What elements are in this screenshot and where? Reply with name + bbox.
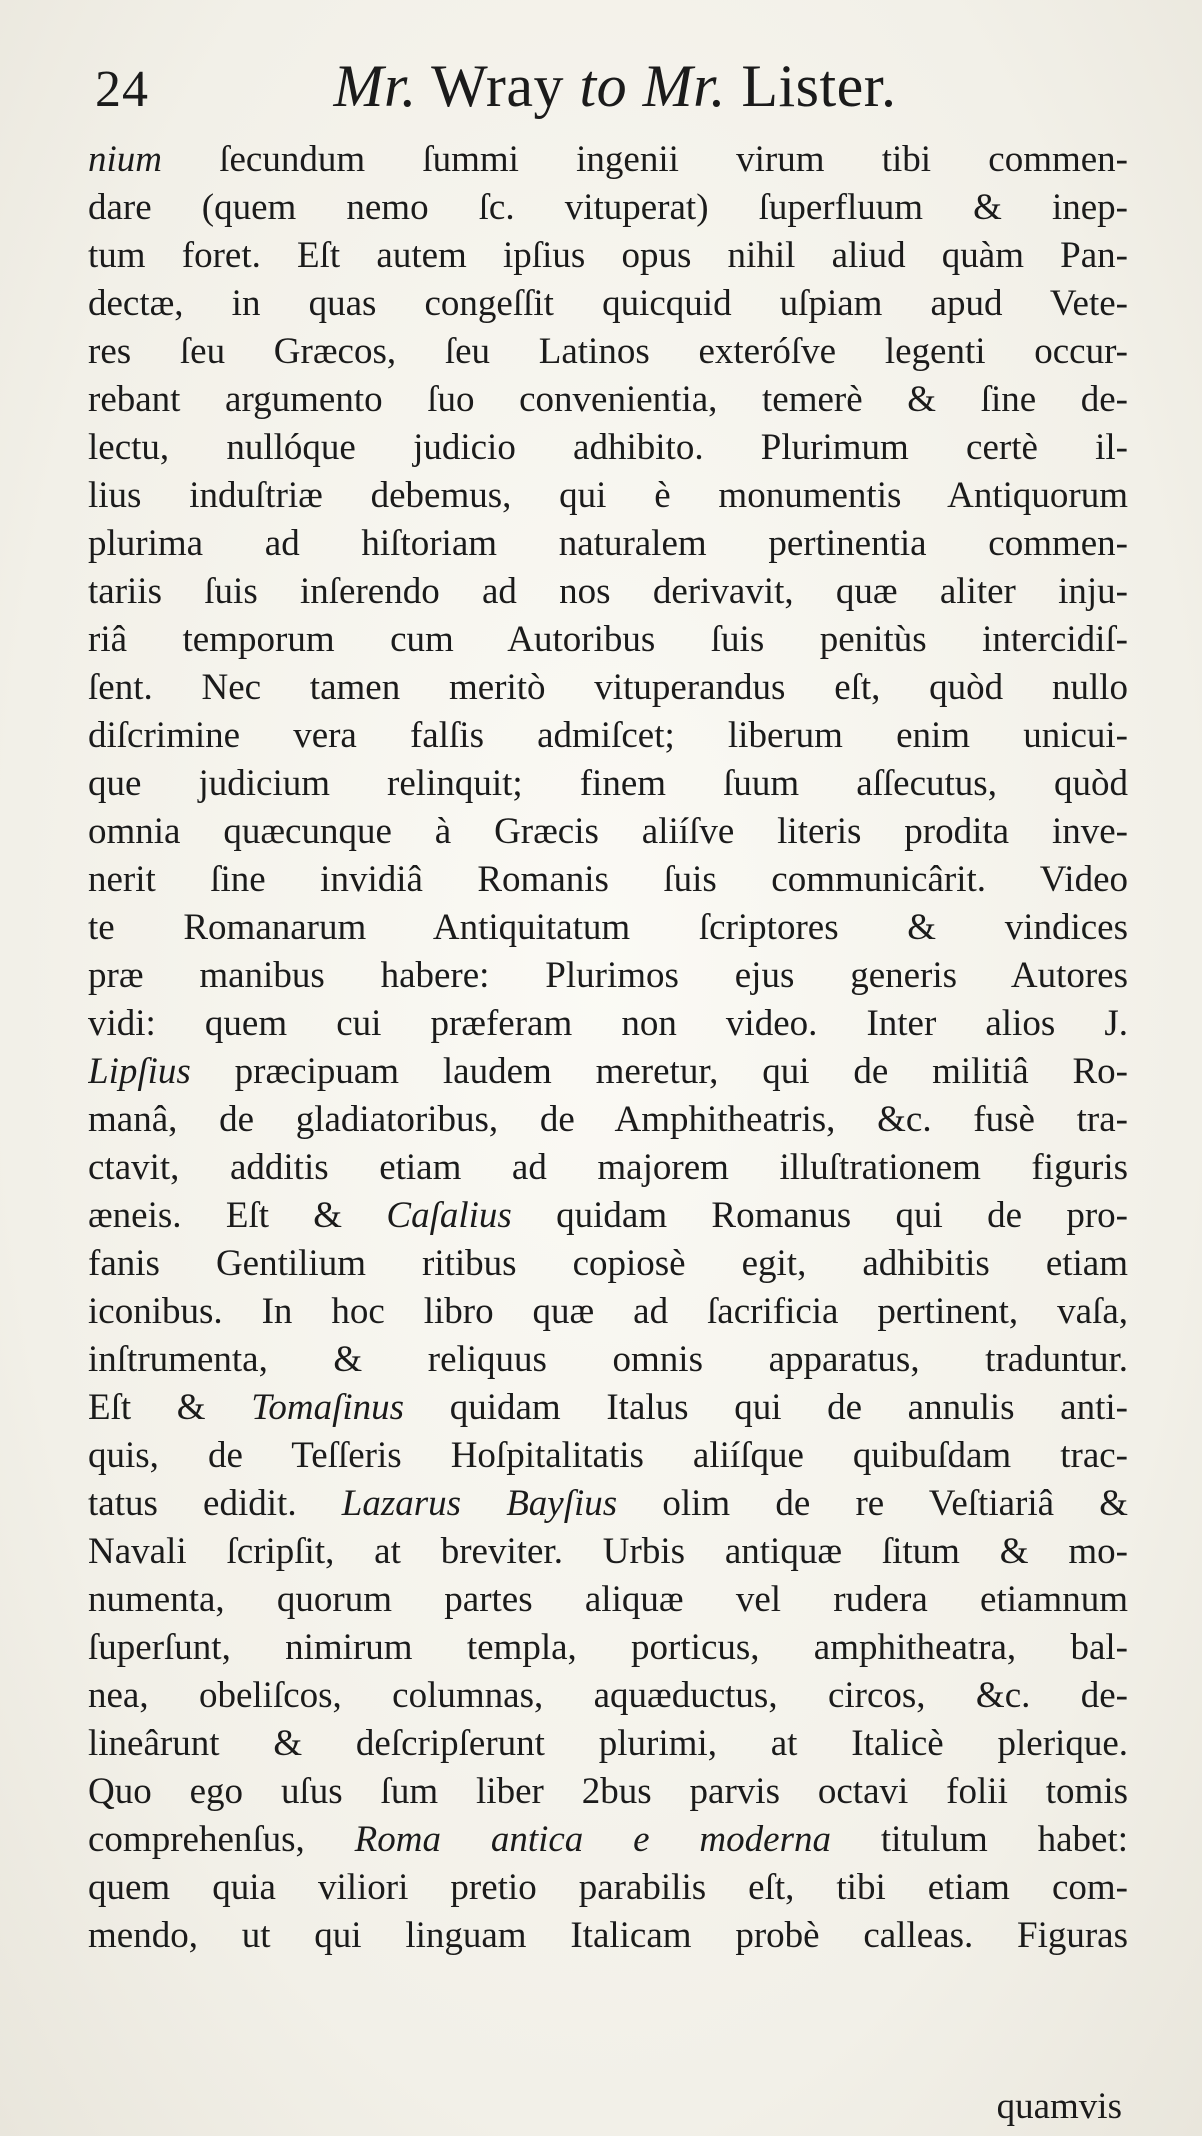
text-segment: tatus edidit. — [88, 1483, 342, 1524]
text-segment: manâ, de gladiatoribus, de Amphitheatris, &c. fusè tra- — [88, 1099, 1128, 1140]
running-head-mr-1: Mr. — [333, 53, 417, 119]
text-line — [88, 664, 1128, 712]
text-line — [88, 1096, 1128, 1144]
text-segment: omnia quæcunque à Græcis aliíſve literis prodita inve- — [88, 811, 1128, 852]
text-segment: inſtrumenta, & reliquus omnis apparatus, traduntur. — [88, 1339, 1128, 1380]
page-number: 24 — [95, 61, 149, 118]
text-segment: quidam Italus qui de annulis anti- — [404, 1387, 1128, 1428]
running-head-mr-2: Mr. — [627, 53, 726, 119]
text-line — [88, 328, 1128, 376]
text-line — [88, 1624, 1128, 1672]
text-segment: æneis. Eſt & — [88, 1195, 387, 1236]
text-line — [88, 1576, 1128, 1624]
text-segment: ſent. Nec tamen meritò vituperandus eſt, quòd nullo — [88, 667, 1128, 708]
text-segment: præ manibus habere: Plurimos ejus generis Autores — [88, 955, 1128, 996]
text-segment: lectu, nullóque judicio adhibito. Plurimum certè il- — [88, 427, 1128, 468]
text-line — [88, 520, 1128, 568]
text-segment: dectæ, in quas congeſſit quicquid uſpiam apud Vete- — [88, 283, 1128, 324]
italic-text-segment: Caſalius — [386, 1195, 512, 1236]
text-segment: quem quia viliori pretio parabilis eſt, tibi etiam com- — [88, 1867, 1128, 1908]
text-line — [88, 280, 1128, 328]
text-line — [88, 952, 1128, 1000]
text-line — [88, 856, 1128, 904]
text-segment: plurima ad hiſtoriam naturalem pertinentia commen- — [88, 523, 1128, 564]
page-header — [95, 52, 1135, 132]
text-line — [88, 616, 1128, 664]
text-segment: præcipuam laudem meretur, qui de militiâ Ro- — [190, 1051, 1128, 1092]
text-segment: mendo, ut qui linguam Italicam probè calleas. Figuras — [88, 1915, 1128, 1956]
text-line — [88, 424, 1128, 472]
italic-text-segment: Tomaſinus — [251, 1387, 405, 1428]
text-line — [88, 1000, 1128, 1048]
letter-body-text — [88, 136, 1128, 1960]
italic-text-segment: Lazarus Bayſius — [341, 1483, 618, 1524]
text-line — [88, 712, 1128, 760]
text-segment: Eſt & — [88, 1387, 252, 1428]
text-segment: quis, de Teſſeris Hoſpitalitatis aliíſque quibuſdam trac- — [88, 1435, 1128, 1476]
text-segment: res ſeu Græcos, ſeu Latinos exteróſve legenti occur- — [88, 331, 1128, 372]
text-line — [88, 1336, 1128, 1384]
text-line — [88, 568, 1128, 616]
text-segment: que judicium relinquit; finem ſuum aſſecutus, quòd — [88, 763, 1128, 804]
text-line — [88, 808, 1128, 856]
text-line — [88, 1912, 1128, 1960]
text-segment: olim de re Veſtiariâ & — [617, 1483, 1128, 1524]
text-line — [88, 1768, 1128, 1816]
text-line — [88, 760, 1128, 808]
text-segment: quidam Romanus qui de pro- — [511, 1195, 1128, 1236]
italic-text-segment: nium — [88, 139, 162, 180]
text-segment: dare (quem nemo ſc. vituperat) ſuperfluum & inep- — [88, 187, 1128, 228]
text-line — [88, 1816, 1128, 1864]
running-head — [95, 52, 1135, 121]
text-segment: rebant argumento ſuo convenientia, temerè & ſine de- — [88, 379, 1128, 420]
text-segment: tum foret. Eſt autem ipſius opus nihil aliud quàm Pan- — [88, 235, 1128, 276]
text-line — [88, 1240, 1128, 1288]
text-segment: lineârunt & deſcripſerunt plurimi, at Italicè plerique. — [88, 1723, 1128, 1764]
running-head-to: to — [579, 53, 628, 119]
text-segment: lius induſtriæ debemus, qui è monumentis Antiquorum — [88, 475, 1128, 516]
text-line — [88, 1672, 1128, 1720]
text-line — [88, 1432, 1128, 1480]
text-segment: nea, obeliſcos, columnas, aquæductus, circos, &c. de- — [88, 1675, 1128, 1716]
text-line — [88, 1144, 1128, 1192]
text-segment: numenta, quorum partes aliquæ vel rudera etiamnum — [88, 1579, 1128, 1620]
text-line — [88, 376, 1128, 424]
text-segment: riâ temporum cum Autoribus ſuis penitùs intercidiſ- — [88, 619, 1128, 660]
text-line — [88, 904, 1128, 952]
text-segment: ctavit, additis etiam ad majorem illuſtrationem figuris — [88, 1147, 1128, 1188]
text-segment: tariis ſuis inſerendo ad nos derivavit, quæ aliter inju- — [88, 571, 1128, 612]
running-head-lister: Lister. — [725, 53, 897, 119]
text-segment: diſcrimine vera falſis admiſcet; liberum enim unicui- — [88, 715, 1128, 756]
text-segment: comprehenſus, — [88, 1819, 355, 1860]
italic-text-segment: Roma antica e moderna — [354, 1819, 831, 1860]
text-segment: vidi: quem cui præferam non video. Inter alios J. — [88, 1003, 1128, 1044]
text-line — [88, 184, 1128, 232]
text-line — [88, 1720, 1128, 1768]
running-head-wray: Wray — [416, 53, 580, 119]
text-line — [88, 1864, 1128, 1912]
text-line — [88, 232, 1128, 280]
text-line — [88, 1480, 1128, 1528]
text-line — [88, 1288, 1128, 1336]
italic-text-segment: Lipſius — [88, 1051, 191, 1092]
text-line — [88, 472, 1128, 520]
text-line — [88, 1048, 1128, 1096]
text-line — [88, 1384, 1128, 1432]
text-segment: iconibus. In hoc libro quæ ad ſacrificia pertinent, vaſa, — [88, 1291, 1128, 1332]
text-segment: Navali ſcripſit, at breviter. Urbis antiquæ ſitum & mo- — [88, 1531, 1128, 1572]
text-segment: te Romanarum Antiquitatum ſcriptores & vindices — [88, 907, 1128, 948]
text-segment: Quo ego uſus ſum liber 2bus parvis octavi folii tomis — [88, 1771, 1128, 1812]
text-segment: ſuperſunt, nimirum templa, porticus, amphitheatra, bal- — [88, 1627, 1128, 1668]
catchword: quamvis — [996, 2086, 1122, 2127]
text-line — [88, 1192, 1128, 1240]
text-line — [88, 136, 1128, 184]
text-segment: titulum habet: — [830, 1819, 1128, 1860]
text-segment: nerit ſine invidiâ Romanis ſuis communicârit. Video — [88, 859, 1128, 900]
text-segment: ſecundum ſummi ingenii virum tibi commen- — [162, 139, 1128, 180]
text-line — [88, 1528, 1128, 1576]
text-segment: fanis Gentilium ritibus copiosè egit, adhibitis etiam — [88, 1243, 1128, 1284]
